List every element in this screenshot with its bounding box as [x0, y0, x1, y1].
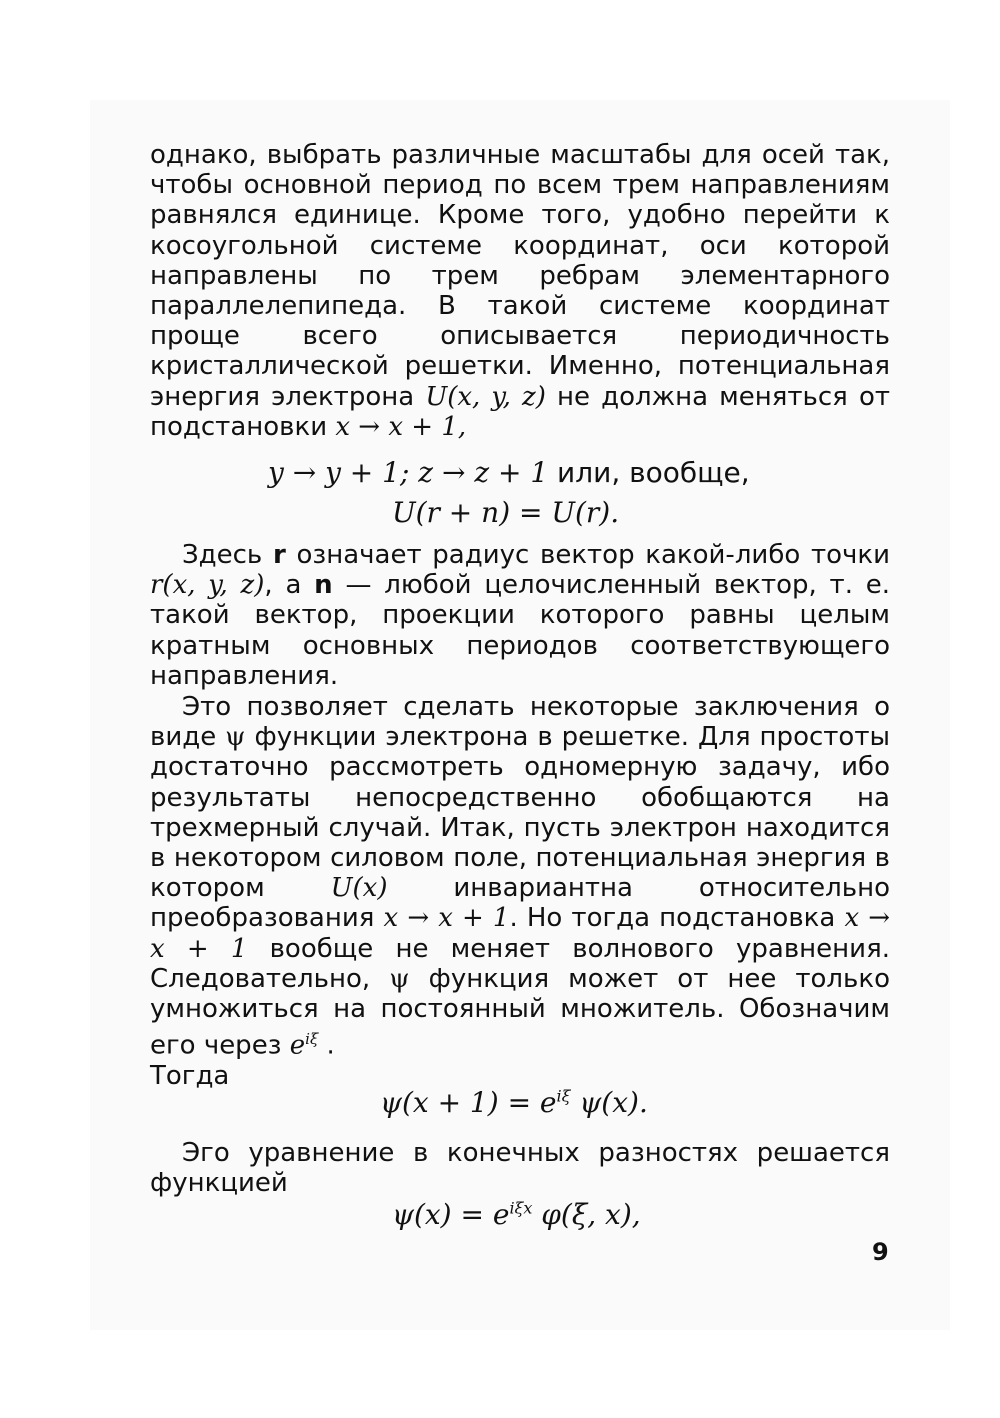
- paragraph-3-text-b: функции электрона в решетке. Для простоты достаточно рассмотреть одномерную задачу, ибо результаты непосредственно обобщаются на трехмерный случай. Итак, пусть электрон находится в некотором силовом поле, потенциальная энергия в котором: [150, 722, 890, 904]
- bloch-shift-power: iξ: [556, 1086, 571, 1106]
- paragraph-2: [150, 540, 890, 691]
- bloch-shift-lhs: ψ(x + 1) = e: [380, 1086, 557, 1119]
- bloch-function-lhs: ψ(x) = e: [392, 1198, 510, 1231]
- formula-bloch-function: [392, 1198, 641, 1231]
- paragraph-3-text-c: инвариантна относительно преобразования: [150, 873, 890, 934]
- bloch-function-rhs: φ(ξ, x),: [532, 1198, 641, 1231]
- formula-substitutions: [268, 456, 750, 489]
- periodicity-equation: U(r + n) = U(r).: [392, 496, 620, 529]
- radius-vector-expression: r(x, y, z): [150, 570, 265, 601]
- bloch-function-power: iξx: [509, 1198, 533, 1218]
- potential-energy-expression: U(x, y, z): [425, 381, 546, 412]
- potential-u-of-x: U(x): [330, 873, 388, 904]
- formula-periodicity: [392, 496, 619, 529]
- paragraph-2-text-b: означает радиус вектор какой-либо точки: [285, 540, 890, 570]
- paragraph-3-text-e: вообще не меняет волнового уравнения. Следовательно,: [150, 933, 890, 994]
- then-label: Тогда: [150, 1061, 230, 1092]
- formula-1-text: или, вообще,: [548, 456, 750, 489]
- formula-bloch-shift: [380, 1086, 648, 1119]
- psi-symbol: ψ: [225, 722, 246, 753]
- exponent-power: iξ: [305, 1030, 319, 1049]
- symbol-r: r: [272, 540, 286, 570]
- bloch-shift-rhs: ψ(x).: [570, 1086, 648, 1119]
- paragraph-4-text: Эго уравнение в конечных разностях решается функцией: [150, 1138, 890, 1199]
- paragraph-2-text-d: — любой целочисленный вектор, т. е. такой вектор, проекции которого равны целым кратным основных периодов соответствующего направления.: [150, 570, 890, 691]
- paragraph-3-text-g: .: [318, 1030, 335, 1061]
- paragraph-1: [150, 140, 890, 442]
- paragraph-3-text-f: функция может от нее только умножиться на постоянный множитель. Обозначим его через: [150, 963, 890, 1061]
- paragraph-2-text-a: Здесь: [182, 540, 273, 570]
- paragraph-4: [150, 1138, 890, 1198]
- substitution-x-plus-one-2: x → x + 1: [150, 903, 891, 964]
- paragraph-1-text-b: не должна меняться от подстановки: [150, 381, 890, 442]
- paragraph-3: [150, 692, 890, 1091]
- symbol-n: n: [314, 570, 333, 601]
- substitution-y-z: y → y + 1; z → z + 1: [268, 456, 549, 489]
- paragraph-1-text-a: однако, выбрать различные масштабы для осей так, чтобы основной период по всем трем направлениям равнялся единице. Кроме того, удобно перейти к косоугольной системе координат, оси которой направлены по трем ребрам элементарного параллелепипеда. В такой системе координат проще всего описывается периодичность кристаллической решетки. Именно, потенциальная энергия электрона: [150, 140, 890, 412]
- psi-symbol-2: ψ: [389, 963, 410, 994]
- paragraph-3-text-d: . Но тогда подстановка: [509, 903, 845, 934]
- paragraph-2-text-c: , а: [264, 570, 315, 601]
- substitution-x-plus-one: x → x + 1: [383, 903, 510, 934]
- paragraph-3-text-a: Это позволяет сделать некоторые заключения о виде: [150, 692, 890, 753]
- exponent-base: e: [289, 1030, 306, 1061]
- page-number: 9: [872, 1238, 889, 1266]
- substitution-x: x → x + 1,: [335, 411, 467, 442]
